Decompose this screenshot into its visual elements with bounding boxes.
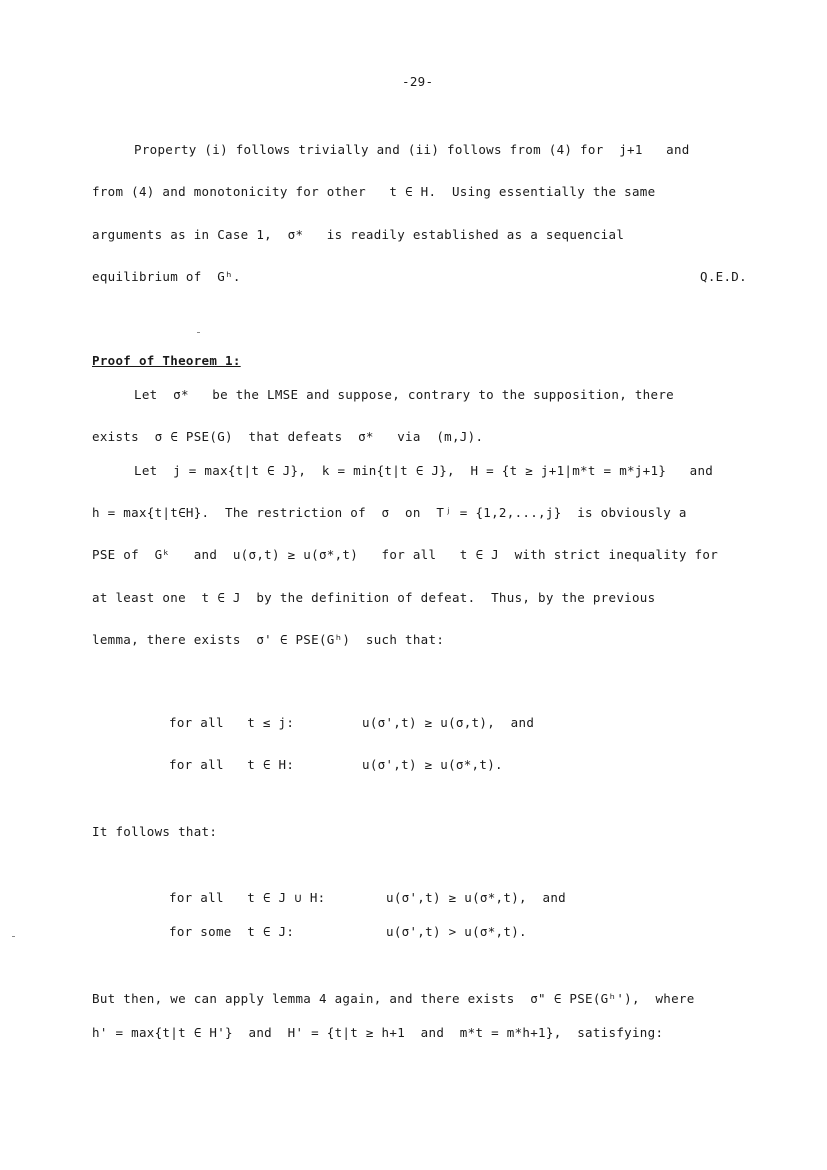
condition-relation: u(σ',t) ≥ u(σ*,t). xyxy=(362,757,503,772)
proof-line: h = max{t|t∈H}. The restriction of σ on Tʲ = {1,2,...,j} is obviously a xyxy=(92,505,687,520)
proof-line: Let j = max{t|t ∈ J}, k = min{t|t ∈ J}, H = {t ≥ j+1|m*t = m*j+1} and xyxy=(134,463,714,478)
condition-relation: u(σ',t) ≥ u(σ,t), and xyxy=(362,715,535,730)
qed-mark: Q.E.D. xyxy=(700,269,747,284)
proof-line: exists σ ∈ PSE(G) that defeats σ* via (m,J). xyxy=(92,429,484,444)
follows-text: It follows that: xyxy=(92,824,218,839)
paragraph-line: Property (i) follows trivially and (ii) follows from (4) for j+1 and xyxy=(134,142,690,157)
page-number: -29- xyxy=(402,74,434,89)
closing-line: h' = max{t|t ∈ H'} and H' = {t|t ≥ h+1 and m*t = m*h+1}, satisfying: xyxy=(92,1025,664,1040)
condition-quantifier: for some t ∈ J: xyxy=(169,924,295,939)
condition-quantifier: for all t ≤ j: xyxy=(169,715,295,730)
condition-quantifier: for all t ∈ J ∪ H: xyxy=(169,890,326,905)
proof-heading: Proof of Theorem 1: xyxy=(92,353,241,368)
proof-line: Let σ* be the LMSE and suppose, contrary to the supposition, there xyxy=(134,387,674,402)
condition-relation: u(σ',t) > u(σ*,t). xyxy=(386,924,527,939)
paragraph-line: arguments as in Case 1, σ* is readily established as a sequencial xyxy=(92,227,625,242)
proof-line: lemma, there exists σ' ∈ PSE(Gʰ) such that: xyxy=(92,632,445,647)
proof-line: at least one t ∈ J by the definition of defeat. Thus, by the previous xyxy=(92,590,656,605)
proof-line: PSE of Gᵏ and u(σ,t) ≥ u(σ*,t) for all t ∈ J with strict inequality for xyxy=(92,547,719,562)
stray-mark xyxy=(12,936,15,937)
paragraph-line: from (4) and monotonicity for other t ∈ H. Using essentially the same xyxy=(92,184,656,199)
condition-relation: u(σ',t) ≥ u(σ*,t), and xyxy=(386,890,566,905)
closing-line: But then, we can apply lemma 4 again, and there exists σ" ∈ PSE(Gʰ'), where xyxy=(92,991,695,1006)
paragraph-line: equilibrium of Gʰ. xyxy=(92,269,241,284)
stray-mark xyxy=(197,332,200,333)
condition-quantifier: for all t ∈ H: xyxy=(169,757,295,772)
